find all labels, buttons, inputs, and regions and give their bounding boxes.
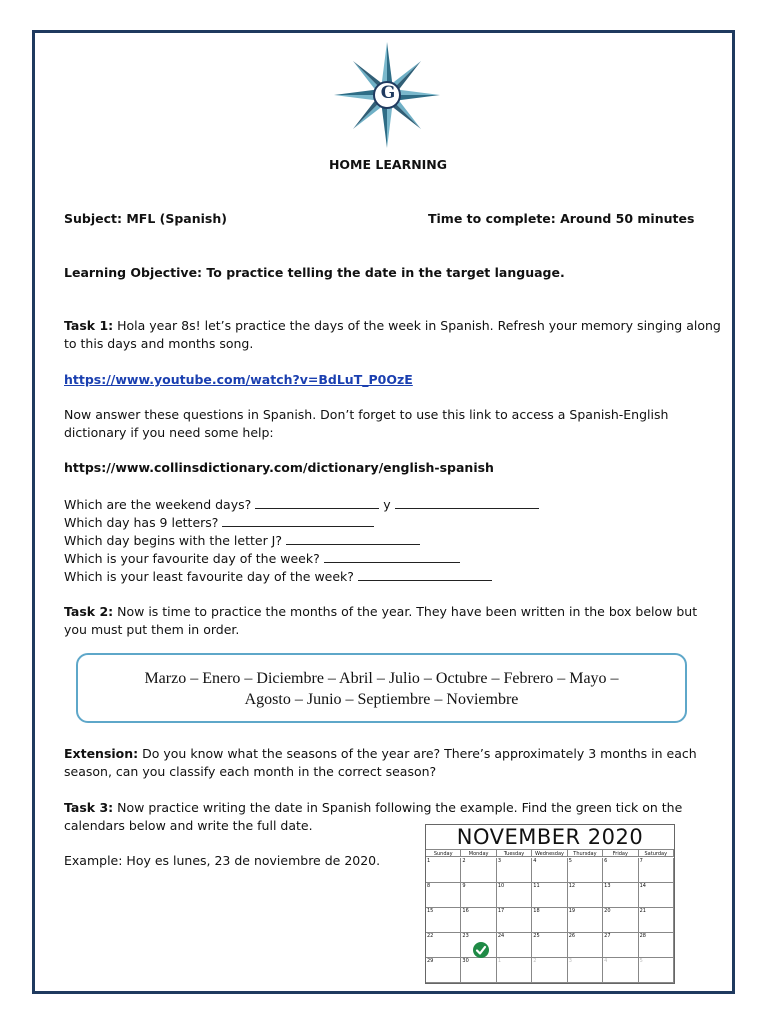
calendar-day-cell: 26 (568, 933, 603, 958)
page-title: HOME LEARNING (328, 157, 448, 172)
instructions-line1: Now answer these questions in Spanish. Don’t forget to use this link to access a Spanish-English (64, 407, 669, 422)
calendar-day-cell: 11 (532, 883, 567, 908)
calendar-day-cell: 18 (532, 908, 567, 933)
task2-text-line1: Now is time to practice the months of the year. They have been written in the box below but (113, 604, 698, 619)
time-label: Time to complete: Around 50 minutes (428, 211, 695, 226)
calendar-day-cell: 2 (461, 858, 496, 883)
extension-label: Extension: (64, 746, 139, 761)
task2-label: Task 2: (64, 604, 114, 619)
months-line2: Agosto – Junio – Septiembre – Noviembre (244, 691, 519, 708)
calendar-day-cell: 12 (568, 883, 603, 908)
calendar-day-cell: 27 (603, 933, 638, 958)
question-3-text: Which day begins with the letter J? (64, 533, 282, 548)
answer-blank-1b[interactable] (395, 495, 539, 509)
calendar-day-cell: 17 (497, 908, 532, 933)
task1-text-line1: Hola year 8s! let’s practice the days of the week in Spanish. Refresh your memory singing along (113, 318, 721, 333)
subject-label: Subject: MFL (Spanish) (64, 211, 227, 226)
youtube-link[interactable]: https://www.youtube.com/watch?v=BdLuT_P0OzE (64, 372, 413, 387)
calendar-day-header: Wednesday (532, 849, 567, 857)
task3-example: Example: Hoy es lunes, 23 de noviembre de 2020. (64, 853, 381, 868)
question-1-text: Which are the weekend days? (64, 497, 252, 512)
calendar-day-cell: 3 (497, 858, 532, 883)
task3-text-line2: calendars below and write the full date. (64, 818, 313, 833)
task1-paragraph (64, 317, 724, 353)
calendar-day-cell: 6 (603, 858, 638, 883)
calendar-day-cell: 2 (532, 958, 567, 983)
calendar-day-cell: 14 (639, 883, 674, 908)
calendar-day-cell: 20 (603, 908, 638, 933)
task3-label: Task 3: (64, 800, 114, 815)
calendar-day-cell: 29 (426, 958, 461, 983)
dictionary-link[interactable]: https://www.collinsdictionary.com/dictionary/english-spanish (64, 460, 494, 475)
task2-paragraph (64, 603, 724, 639)
calendar-day-header: Monday (461, 849, 496, 857)
extension-text-line2: season, can you classify each month in the correct season? (64, 764, 437, 779)
calendar-day-cell: 9 (461, 883, 496, 908)
question-2-text: Which day has 9 letters? (64, 515, 219, 530)
months-box (76, 653, 687, 723)
answer-blank-2[interactable] (222, 513, 374, 527)
connector-y: y (383, 497, 391, 512)
calendar-day-header: Sunday (426, 849, 461, 857)
calendar-day-cell: 1 (497, 958, 532, 983)
calendar-day-header: Friday (603, 849, 638, 857)
calendar-day-cell: 1 (426, 858, 461, 883)
calendar-day-cell: 22 (426, 933, 461, 958)
calendar-day-cell: 15 (426, 908, 461, 933)
answer-blank-1a[interactable] (255, 495, 379, 509)
calendar-day-cell: 21 (639, 908, 674, 933)
calendar-day-cell: 7 (639, 858, 674, 883)
calendar-day-cell: 25 (532, 933, 567, 958)
question-3 (64, 531, 420, 550)
task3-text-line1: Now practice writing the date in Spanish following the example. Find the green tick on the (113, 800, 683, 815)
calendar-title: NOVEMBER 2020 (456, 825, 644, 849)
task2-text-line2: you must put them in order. (64, 622, 240, 637)
question-1 (64, 495, 539, 514)
calendar-day-header: Saturday (639, 849, 674, 857)
learning-objective: Learning Objective: To practice telling the date in the target language. (64, 265, 565, 280)
extension-text-line1: Do you know what the seasons of the year are? There’s approximately 3 months in each (138, 746, 697, 761)
task1-instructions (64, 406, 724, 442)
calendar-day-cell: 5 (568, 858, 603, 883)
calendar-day-header: Thursday (568, 849, 603, 857)
task1-label: Task 1: (64, 318, 114, 333)
calendar-grid (426, 849, 674, 983)
instructions-line2: dictionary if you need some help: (64, 425, 274, 440)
calendar-day-cell: 10 (497, 883, 532, 908)
calendar-day-cell: 19 (568, 908, 603, 933)
question-4-text: Which is your favourite day of the week? (64, 551, 320, 566)
question-5 (64, 567, 492, 586)
calendar-day-cell: 4 (532, 858, 567, 883)
calendar-day-cell: 28 (639, 933, 674, 958)
calendar (425, 824, 675, 984)
task1-text-line2: to this days and months song. (64, 336, 254, 351)
calendar-day-cell: 16 (461, 908, 496, 933)
calendar-day-cell: 5 (639, 958, 674, 983)
calendar-day-cell: 30 (461, 958, 496, 983)
answer-blank-4[interactable] (324, 549, 460, 563)
logo-letter: G (380, 83, 396, 103)
question-5-text: Which is your least favourite day of the week? (64, 569, 354, 584)
calendar-day-cell: 24 (497, 933, 532, 958)
months-line1: Marzo – Enero – Diciembre – Abril – Julio – Octubre – Febrero – Mayo – (144, 670, 619, 687)
calendar-day-cell: 8 (426, 883, 461, 908)
answer-blank-5[interactable] (358, 567, 492, 581)
calendar-day-cell: 4 (603, 958, 638, 983)
calendar-day-cell: 3 (568, 958, 603, 983)
calendar-day-cell: 13 (603, 883, 638, 908)
calendar-day-cell: 23 (461, 933, 496, 958)
extension-paragraph (64, 745, 724, 781)
answer-blank-3[interactable] (286, 531, 420, 545)
calendar-day-header: Tuesday (497, 849, 532, 857)
question-2 (64, 513, 374, 532)
green-tick-icon (473, 942, 489, 958)
question-4 (64, 549, 460, 568)
